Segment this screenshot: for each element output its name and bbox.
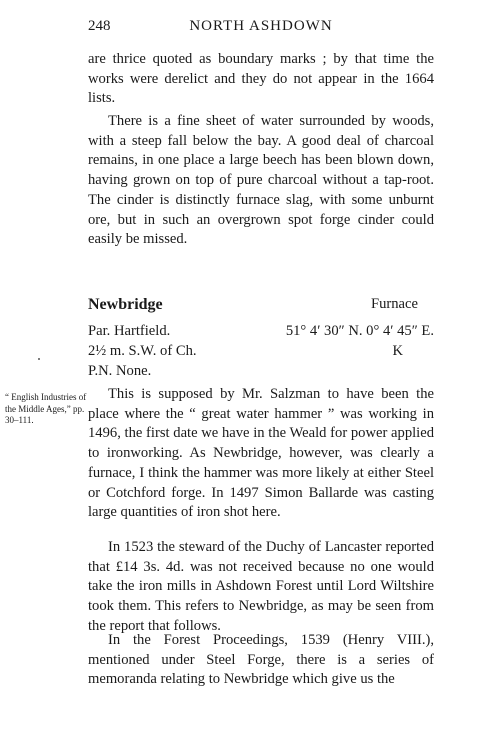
ink-speck <box>38 358 40 360</box>
body-paragraph-3: In the Forest Proceedings, 1539 (Henry VIII.), mentioned under Steel Forge, there is a series of memoranda relating to Newbridge which give us the <box>88 632 434 688</box>
map-letter: K <box>392 343 403 359</box>
coordinates: 51° 4′ 30″ N. 0° 4′ 45″ E. <box>285 323 434 339</box>
entry-heading <box>88 296 434 318</box>
running-header <box>88 18 434 40</box>
place-name: P.N. None. <box>88 363 152 379</box>
body-paragraph-1: This is supposed by Mr. Salzman to have been the place where the “ great water hammer ” was working in 1496, the first date we have in the Weald for power applied to ironworking. As Newbridge, however, was clearly a furnace, I think the hammer was more likely at either Steel or Cotchford forge. In 1497 Simon Ballarde was casting large quantities of iron shot here. <box>88 386 434 521</box>
parish: Par. Hartfield. <box>88 323 171 339</box>
description-paragraph: There is a fine sheet of water surrounded by woods, with a steep fall below the bay. A good deal of charcoal remains, in one place a large beech has been blown down, having grown on top of pure charcoal without a tap-root. The cinder is distinctly furnace slag, with some unburnt ore, but in such an overgrown spot forge cinder could easily be missed. <box>88 113 434 248</box>
page-number: 248 <box>88 18 111 34</box>
body-paragraph-2: In 1523 the steward of the Duchy of Lancaster reported that £14 3s. 4d. was not received because no one would take the iron mills in Ashdown Forest until Lord Wiltshire took them. This refers to Newbridge, as may be seen from the report that follows. <box>88 539 434 634</box>
entry-type: Furnace <box>370 296 418 312</box>
entry-name: Newbridge <box>88 296 163 313</box>
intro-paragraph: are thrice quoted as boundary marks ; by that time the works were derelict and they do not appear in the 1664 lists. <box>88 51 434 107</box>
running-title: NORTH ASHDOWN <box>189 18 333 34</box>
margin-note: “ English Industries of the Middle Ages,” pp. 30–111. <box>5 392 87 425</box>
distance: 2½ m. S.W. of Ch. <box>88 343 197 359</box>
